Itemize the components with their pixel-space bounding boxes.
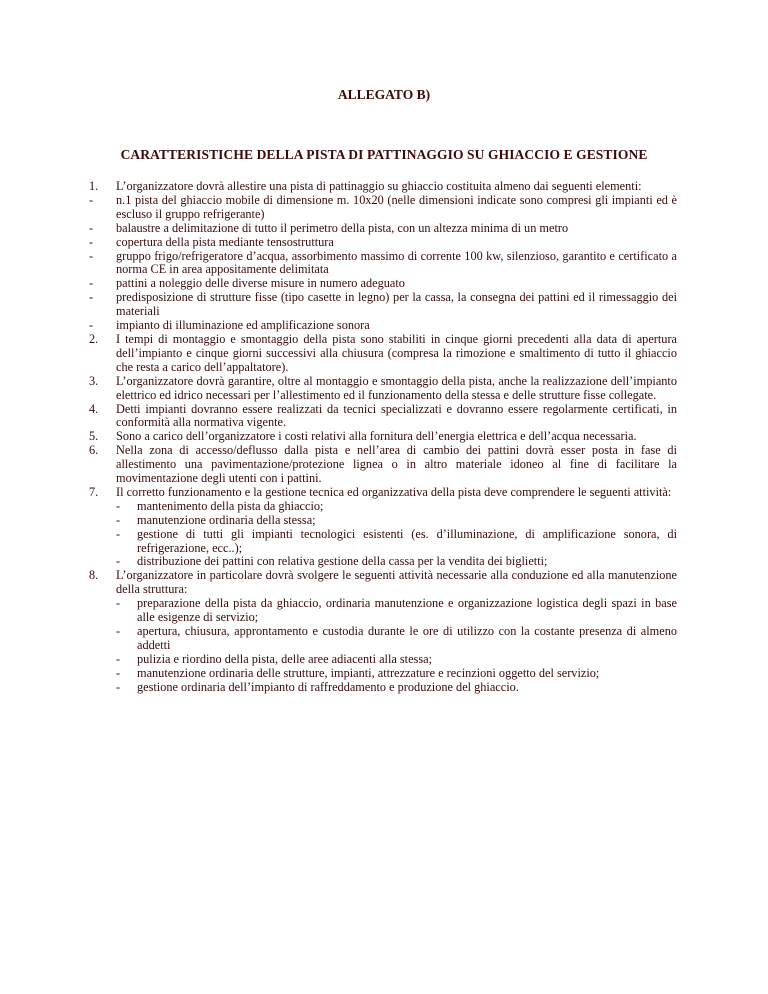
sub-list-item (89, 667, 677, 681)
sub-list-item (89, 681, 677, 695)
section-heading: CARATTERISTICHE DELLA PISTA DI PATTINAGGIO SU GHIACCIO E GESTIONE (120, 147, 648, 162)
sub-list-item (89, 597, 677, 625)
list-marker: - (89, 248, 94, 263)
list-item (89, 333, 677, 375)
list-marker: - (89, 290, 94, 305)
sub-list-marker: - (116, 554, 121, 569)
document-title: ALLEGATO B) (337, 87, 431, 102)
sub-list-text: pulizia e riordino della pista, delle aree adiacenti alla stessa; (137, 651, 432, 666)
sub-list-marker: - (116, 498, 121, 513)
sub-list-text: distribuzione dei pattini con relativa gestione della cassa per la vendita dei biglietti; (137, 554, 548, 569)
sub-list-text: preparazione della pista da ghiaccio, ordinaria manutenzione e organizzazione logistica degli spazi in base alle esigenze di servizio; (137, 596, 677, 625)
list-item (89, 277, 677, 291)
list-marker: 2. (89, 331, 99, 346)
sub-list-text: gestione di tutti gli impianti tecnologici esistenti (es. d’illuminazione, di amplificazione sonora, di refrigerazione, ecc..); (137, 526, 677, 555)
list-item (89, 236, 677, 250)
list-text: Sono a carico dell’organizzatore i costi relativi alla fornitura dell’energia elettrica e dell’acqua necessaria. (116, 429, 637, 444)
list-text: n.1 pista del ghiaccio mobile di dimensione m. 10x20 (nelle dimensioni indicate sono compresi gli impianti ed è escluso il gruppo refrigerante) (116, 192, 677, 221)
list-item (89, 403, 677, 431)
list-marker: 5. (89, 429, 99, 444)
sub-list-text: gestione ordinaria dell’impianto di raffreddamento e produzione del ghiaccio. (137, 679, 519, 694)
sub-list-text: apertura, chiusura, approntamento e custodia durante le ore di utilizzo con la costante presenza di almeno addetti (137, 624, 677, 652)
list-marker: - (89, 234, 94, 249)
list-marker: 8. (89, 568, 99, 583)
list-text: L’organizzatore dovrà garantire, oltre al montaggio e smontaggio della pista, anche la realizzazione dell’impianto elettrico ed idrico necessari per l’allestimento ed il funzionamento della stessa e delle strutture fisse collegate. (116, 373, 677, 402)
list-item (89, 222, 677, 236)
sub-list-text: manutenzione ordinaria delle strutture, impianti, attrezzature e recinzioni oggetto del servizio; (137, 665, 600, 680)
document-body (89, 180, 677, 695)
list-text: L’organizzatore in particolare dovrà svolgere le seguenti attività necessarie alla conduzione ed alla manutenzione della struttura: (116, 568, 677, 597)
list-item (89, 250, 677, 278)
sub-list-item (89, 514, 677, 528)
list-item (89, 319, 677, 333)
list-text: L’organizzatore dovrà allestire una pista di pattinaggio su ghiaccio costituita almeno dai seguenti elementi: (116, 179, 642, 193)
list-item (89, 375, 677, 403)
list-item (89, 180, 677, 194)
list-item (89, 430, 677, 444)
list-item (89, 194, 677, 222)
list-text: impianto di illuminazione ed amplificazione sonora (116, 318, 370, 333)
list-marker: 7. (89, 484, 99, 499)
list-text: Il corretto funzionamento e la gestione tecnica ed organizzativa della pista deve comprendere le seguenti attività: (116, 484, 672, 499)
sub-list-marker: - (116, 651, 121, 666)
sub-list-marker: - (116, 679, 121, 694)
list-text: predisposizione di strutture fisse (tipo casette in legno) per la cassa, la consegna dei pattini ed il rimessaggio dei materiali (116, 290, 677, 319)
list-marker: 1. (89, 179, 99, 193)
list-text: Detti impianti dovranno essere realizzati da tecnici specializzati e dovranno essere regolarmente certificati, in conformità alla normativa vigente. (116, 401, 677, 430)
list-text: I tempi di montaggio e smontaggio della pista sono stabiliti in cinque giorni precedenti alla data di apertura dell’impianto e cinque giorni successivi alla chiusura (compresa la rimozione e smaltimento di tutto il ghiaccio che resta a carico dell’appaltatore). (116, 331, 677, 374)
list-text: balaustre a delimitazione di tutto il perimetro della pista, con un altezza minima di un metro (116, 220, 569, 235)
list-item (89, 569, 677, 597)
list-marker: 4. (89, 401, 99, 416)
list-marker: 3. (89, 373, 99, 388)
sub-list-text: manutenzione ordinaria della stessa; (137, 512, 316, 527)
sub-list-item (89, 500, 677, 514)
list-item (89, 486, 677, 500)
list-text: copertura della pista mediante tensostruttura (116, 234, 334, 249)
list-text: gruppo frigo/refrigeratore d’acqua, assorbimento massimo di corrente 100 kw, silenzioso, garantito e certificato a norma CE in area appositamente delimitata (116, 248, 677, 277)
sub-list-text: mantenimento della pista da ghiaccio; (137, 498, 324, 513)
list-marker: - (89, 318, 94, 333)
sub-list-item (89, 653, 677, 667)
list-marker: 6. (89, 443, 99, 458)
sub-list-marker: - (116, 665, 121, 680)
sub-list-item (89, 528, 677, 556)
sub-list-item (89, 555, 677, 569)
sub-list-marker: - (116, 526, 121, 541)
sub-list-item (89, 625, 677, 653)
sub-list-marker: - (116, 596, 121, 611)
sub-list-marker: - (116, 624, 121, 638)
list-item (89, 291, 677, 319)
sub-list-marker: - (116, 512, 121, 527)
list-marker: - (89, 192, 94, 207)
list-text: pattini a noleggio delle diverse misure in numero adeguato (116, 276, 405, 291)
list-marker: - (89, 276, 94, 291)
list-marker: - (89, 220, 94, 235)
list-item (89, 444, 677, 486)
list-text: Nella zona di accesso/deflusso dalla pista e nell’area di cambio dei pattini dovrà esser posta in fase di allestimento una pavimentazione/protezione lignea o in altro materiale idoneo al fine di facilitare la movimentazione degli utenti con i pattini. (116, 443, 677, 486)
